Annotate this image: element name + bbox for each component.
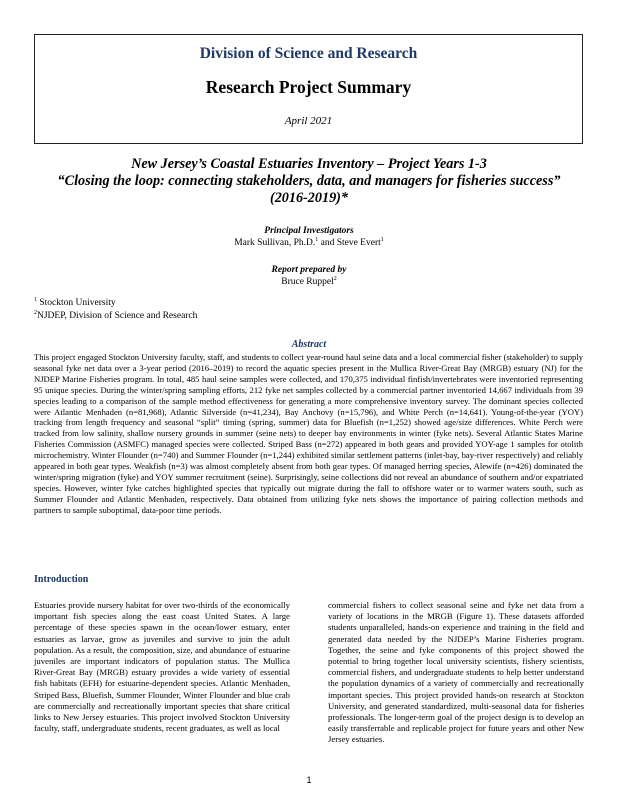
intro-column-right: commercial fishers to collect seasonal seine and fyke net data from a variety of locations in the MRGB (Figure 1). These datasets afforded students unparalleled, hands-on experience and training in the field and generated data needed by the NJDEP’s Marine Fisheries program. Together, the seine and fyke components of this project showed the potential to bring together local university scientists, fishery scientists, commercial fishers, and undergraduate students to help better understand the population dynamics of a variety of commercially and recreationally important species. This project provided hands-on research at Stockton University, and generated standardized, multi-seasonal data for fisheries professionals. The longer-term goal of the project design is to develop an easily transferrable and replicable project for future years and other New Jersey estuaries. (328, 600, 584, 745)
preparer-affil: 2 (333, 275, 337, 282)
investigator-1: Mark Sullivan, Ph.D. (234, 238, 316, 248)
abstract-heading: Abstract (291, 339, 327, 350)
affiliation-1-text: Stockton University (37, 298, 116, 308)
report-date: April 2021 (284, 115, 333, 127)
intro-column-left: Estuaries provide nursery habitat for over two-thirds of the economically important fish species along the east coast United States. A large percentage of these species spawn in the ocean/lower estuary, enter estuaries as larvae, grow as juveniles and survive to join the adult population. As a result, the composition, size, and abundance of estuarine juveniles are important indicators of population status. The Mullica River-Great Bay (MRGB) estuary provides a wide variety of essential fish habitats (EFH) for estuarine-dependent species. Atlantic Menhaden, Striped Bass, Bluefish, Summer Flounder, Winter Flounder and blue crab are commercially and recreationally important species that share critical links to New Jersey estuaries. This project involved Stockton University faculty, staff, undergraduate students, recent graduates, as well as local (34, 600, 290, 734)
investigator-2-affil: 1 (380, 236, 384, 243)
affiliation-2 (34, 311, 197, 321)
summary-title: Research Project Summary (205, 77, 412, 97)
division-name: Division of Science and Research (199, 45, 418, 62)
preparer: Bruce Ruppel (281, 277, 334, 287)
page-number: 1 (306, 775, 312, 785)
header-box (34, 34, 583, 144)
prepared-by-label: Report prepared by (271, 265, 347, 275)
project-title-line1: New Jersey’s Coastal Estuaries Inventory – Project Years 1-3 (131, 156, 487, 172)
abstract-text: This project engaged Stockton University faculty, staff, and students to collect year-round haul seine data and a local commercial fisher (stakeholder) to supply seasonal fyke net data over a 3-year period (2016–2019) to record the aquatic species present in the Mullica River-Great Bay (MRGB) estuary (NJ) for the NJDEP Marine Fisheries program. In total, 485 haul seine samples were collected, and 170,375 individual finfish/invertebrates were inventoried representing 95 unique species. During the winter/spring sampling efforts, 212 fyke net samples collected by a commercial partner inventoried 14,667 individuals from 39 species leading to a comparison of the sample method effectiveness for generating a more comprehensive inventory survey. The dominant species collected were Atlantic Menhaden (n=81,968), Atlantic Silverside (n=41,234), Bay Anchovy (n=15,796), and White Perch (n=14,641). Young-of-the-year (YOY) tracking from length frequency and seasonal “split” timing (spring, summer) data for Bluefish (n=1,252) showed age/size differences. White Perch were tracked from low salinity, shallow nursery grounds in summer (seine nets) to deeper bay environments in winter (fyke nets). Several Atlantic States Marine Fisheries Commission (ASMFC) managed species were collected. Striped Bass (n=272) appeared in both gears and provided YOY-age 1 samples for otolith microchemistry. Winter Flounder (n=740) and Summer Flounder (n=1,244) exhibited similar settlement patterns (inlet-bay, bay-river respectively) and reliably appeared in both gear types. Weakfish (n=3) was almost completely absent from both gear types. Of managed herring species, Alewife (n=426) dominated the winter/spring migration (fyke) and YOY summer recruitment (seine). Surprisingly, seine collections did not reveal an abundance of southern and/or expatriated species. However, winter fyke catches highlighted species that typically out migrate during the fall to offshore water or to warmer waters south, such as Summer Flounder and Atlantic Menhaden, respectively. Data obtained from utilizing fyke nets shows the importance of pairing collection methods and partners to sample suboptimal, data-poor time periods. (34, 352, 583, 515)
introduction-heading: Introduction (34, 574, 89, 585)
prepared-by-name (0, 277, 618, 287)
project-title-line2: “Closing the loop: connecting stakeholders, data, and managers for fisheries success” (2016-2019)* (57, 173, 561, 206)
affiliation-1 (34, 298, 116, 308)
affiliation-2-num: 2 (34, 309, 37, 316)
investigators-names (0, 238, 618, 248)
affiliation-2-text: NJDEP, Division of Science and Research (37, 311, 198, 321)
affiliation-1-num: 1 (34, 296, 37, 303)
investigator-2: Steve Evert (336, 238, 381, 248)
investigator-joiner: and (318, 238, 337, 248)
project-title (40, 156, 578, 207)
investigators-label: Principal Investigators (264, 226, 354, 236)
investigator-1-affil: 1 (315, 236, 319, 243)
